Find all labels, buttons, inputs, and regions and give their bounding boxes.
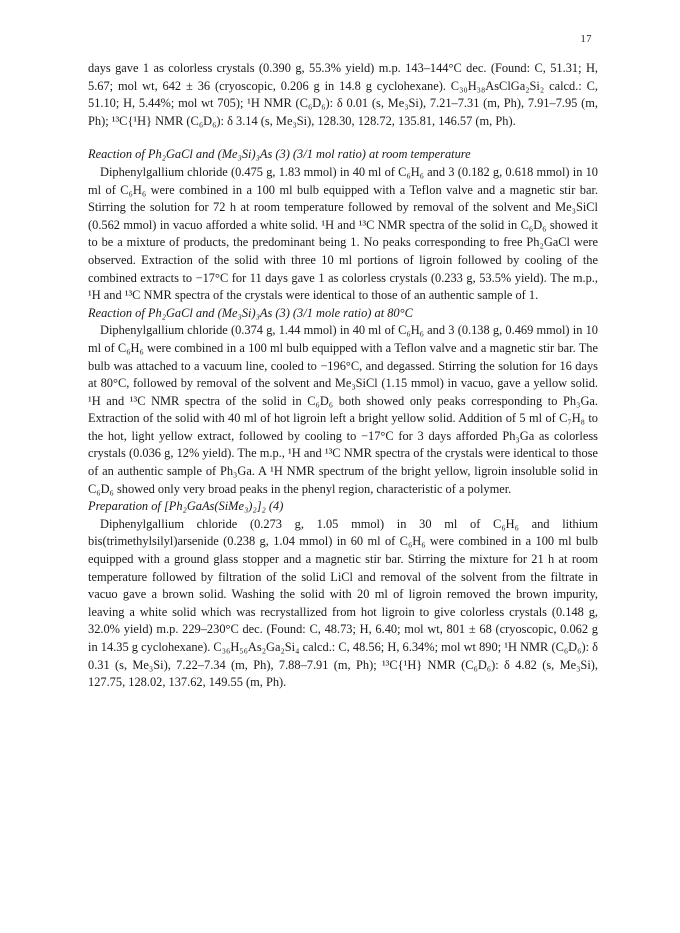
paragraph-continuation: days gave 1 as colorless crystals (0.390 g, 55.3% yield) m.p. 143–144°C dec. (Found: C, 51.31; H, 5.67; mol wt, 642 ± 36 (cryoscopic, 0.206 g in 14.8 g cyclohexane). C₃₀H₃₈AsClGa₂Si₂ calcd.: C, 51.10; H, 5.44%; mol wt 705); ¹H NMR (C₆D₆): δ 0.01 (s, Me₃Si), 7.21–7.31 (m, Ph), 7.91–7.95 (m, Ph); ¹³C{¹H} NMR (C₆D₆): δ 3.14 (s, Me₃Si), 128.30, 128.72, 135.81, 146.57 (m, Ph). [88, 61, 598, 128]
section-heading-room-temperature: Reaction of Ph₂GaCl and (Me₃Si)₃As (3) (3/1 mol ratio) at room temperature [88, 147, 471, 162]
article-body [88, 60, 598, 692]
section-heading-preparation-4: Preparation of [Ph₂GaAs(SiMe₃)₂]₂ (4) [88, 499, 284, 514]
page-number: 17 [580, 34, 592, 45]
paragraph-room-temperature: Diphenylgallium chloride (0.475 g, 1.83 mmol) in 40 ml of C₆H₆ and 3 (0.182 g, 0.618 mmol) in 10 ml of C₆H₆ were combined in a 100 ml bulb equipped with a Teflon valve and a magnetic stir bar. Stirring the solution for 72 h at room temperature followed by removal of the solvent and Me₃SiCl (0.562 mmol) in vacuo afforded a white solid. ¹H and ¹³C NMR spectra of the solid in C₆D₆ showed it to be a mixture of products, the predominant being 1. No peaks corresponding to free Ph₂GaCl were observed. Extraction of the solid with three 10 ml portions of ligroin followed by cooling of the combined extracts to −17°C for 11 days gave 1 as colorless crystals (0.233 g, 53.5% yield). The m.p., ¹H and ¹³C NMR spectra of the crystals were identical to those of an authentic sample of 1. [88, 164, 598, 303]
paragraph-preparation-4: Diphenylgallium chloride (0.273 g, 1.05 mmol) in 30 ml of C₆H₆ and lithium bis(trimethylsilyl)arsenide (0.238 g, 1.04 mmol) in 60 ml of C₆H₆ were combined in a 100 ml bulb equipped with a ground glass stopper and a magnetic stir bar. Stirring the mixture for 21 h at room temperature followed by filtration of the solid LiCl and removal of the solvent from the filtrate in vacuo gave a brown solid. Washing the solid with 20 ml of ligroin removed the brown impurity, leaving a white solid which was recrystallized from hot ligroin to give colorless crystals (0.148 g, 32.0% yield) m.p. 229–230°C dec. (Found: C, 48.73; H, 6.40; mol wt, 801 ± 68 (cryoscopic, 0.062 g in 14.35 g cyclohexane). C₃₆H₅₆As₂Ga₂Si₄ calcd.: C, 48.56; H, 6.34%; mol wt 890; ¹H NMR (C₆D₆): δ 0.31 (s, Me₃Si), 7.22–7.34 (m, Ph), 7.88–7.91 (m, Ph); ¹³C{¹H} NMR (C₆D₆): δ 4.82 (s, Me₃Si), 127.75, 128.02, 137.62, 149.55 (m, Ph). [88, 516, 598, 690]
paragraph-80c: Diphenylgallium chloride (0.374 g, 1.44 mmol) in 40 ml of C₆H₆ and 3 (0.138 g, 0.469 mmol) in 10 ml of C₆H₆ were combined in a 100 ml bulb equipped with a Teflon valve and a magnetic stir bar. The bulb was attached to a vacuum line, cooled to −196°C, and degassed. Stirring the solution for 16 days at 80°C, followed by removal of the solvent and Me₃SiCl (1.15 mmol) in vacuo, gave a yellow solid. ¹H and ¹³C NMR spectra of the solid in C₆D₆ both showed only peaks corresponding to Ph₃Ga. Extraction of the solid with 40 ml of hot ligroin left a bright yellow solid. Addition of 5 ml of C₇H₈ to the hot, light yellow extract, followed by cooling to −17°C for 3 days afforded Ph₃Ga as colorless crystals (0.036 g, 12% yield). The m.p., ¹H and ¹³C NMR spectra of the crystals were identical to those of an authentic sample of Ph₃Ga. A ¹H NMR spectrum of the bright yellow, ligroin insoluble solid in C₆D₆ showed only very broad peaks in the phenyl region, characteristic of a polymer. [88, 323, 598, 496]
section-heading-80c: Reaction of Ph₂GaCl and (Me₃Si)₃As (3) (3/1 mole ratio) at 80°C [88, 305, 413, 320]
